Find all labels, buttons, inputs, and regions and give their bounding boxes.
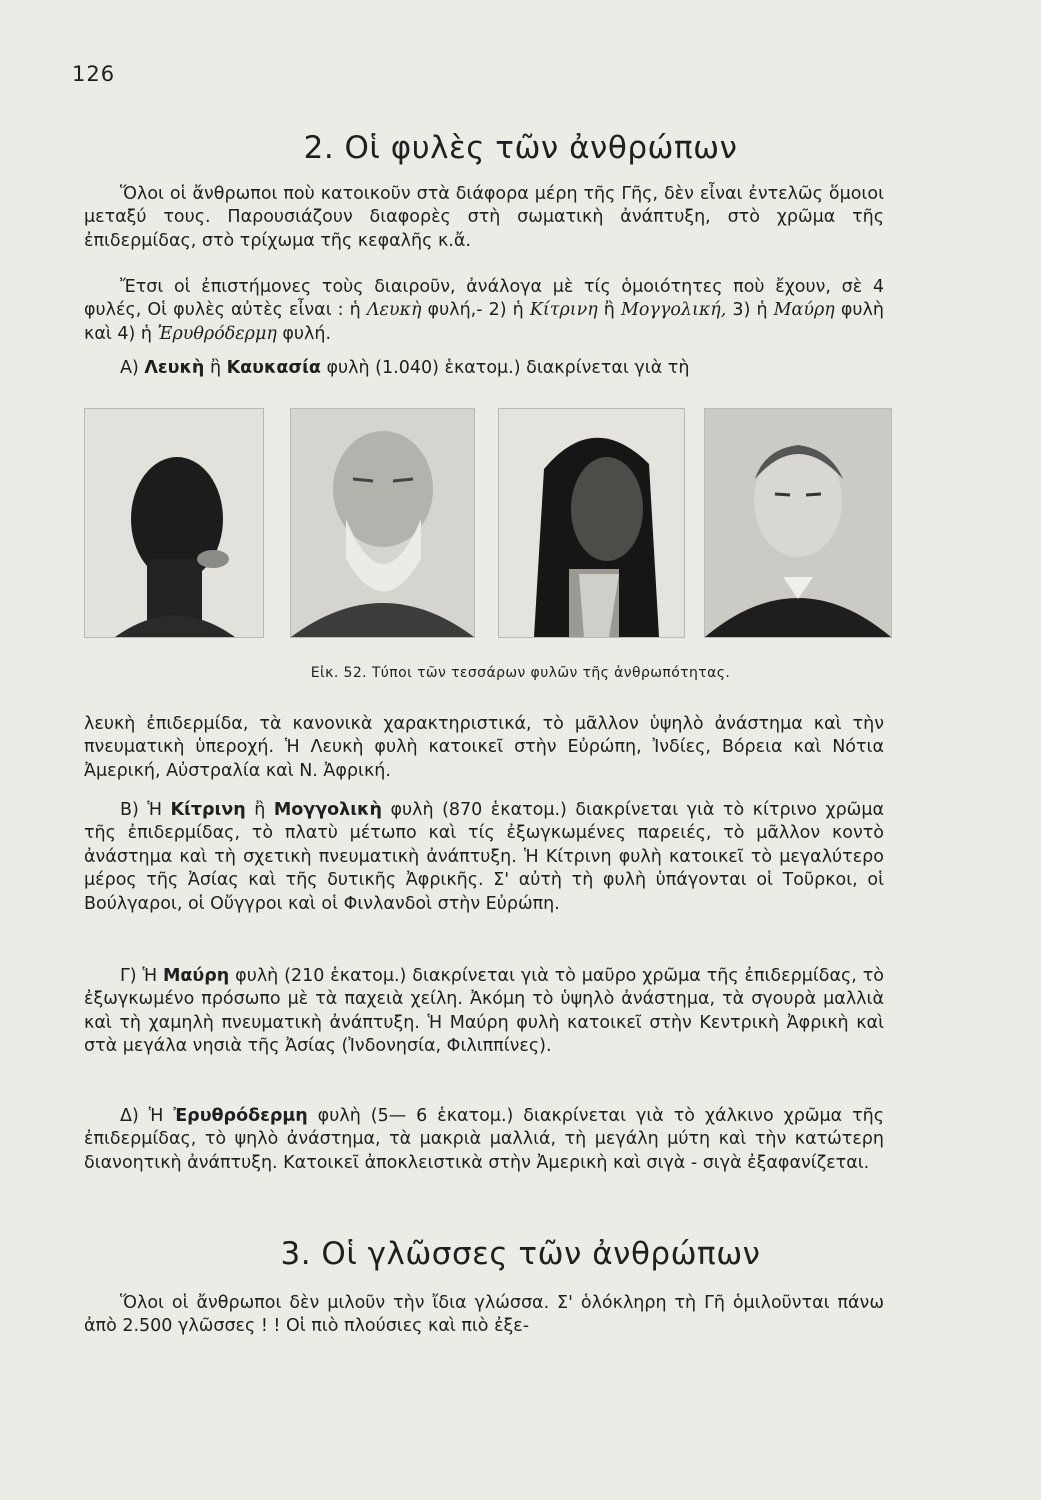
- text-segment: φυλή,- 2) ἡ: [421, 300, 530, 321]
- term-black: Μαύρη: [773, 300, 835, 321]
- text-segment: φυλὴ καὶ 4) ἡ: [84, 300, 884, 344]
- text-segment: Δ) Ἡ: [120, 1106, 174, 1126]
- text-segment: B) Ἡ: [120, 800, 171, 820]
- text-segment: 3) ἡ: [726, 300, 774, 321]
- text-segment: Ἔτσι οἱ ἐπιστήμονες τοὺς διαιροῦν, ἀνάλογα μὲ τίς ὁμοιότητες ποὺ ἔχουν, σὲ 4 φυλές, Οἱ φυλὲς αὐτὲς εἶναι : ἡ: [84, 277, 884, 321]
- paragraph-four-races: [84, 276, 884, 346]
- figure-photos: [84, 408, 892, 636]
- portrait-drawing: [85, 409, 263, 637]
- term-mongolian-bold: Μογγολικὴ: [273, 800, 382, 820]
- section-title-languages: 3. Οἱ γλῶσσες τῶν ἀνθρώπων: [280, 1236, 761, 1272]
- photo-asian-portrait: [290, 408, 475, 638]
- term-black-bold: Μαύρη: [163, 966, 230, 986]
- page-number: 126: [72, 62, 116, 86]
- text-segment: ἢ: [204, 358, 227, 378]
- text-segment: A): [120, 358, 145, 378]
- paragraph-white-race: λευκὴ ἐπιδερμίδα, τὰ κανονικὰ χαρακτηριστικά, τὸ μᾶλλον ὑψηλὸ ἀνάστημα καὶ τὴν πνευματικὴ ὑπεροχή. Ἡ Λευκὴ φυλὴ κατοικεῖ στὴν Εὐρώπη, Ἰνδίες, Βόρεια καὶ Νότια Ἀμερική, Αὐστραλία καὶ Ν. Ἀφρική.: [84, 714, 884, 781]
- term-mongolian: Μογγολική,: [620, 300, 727, 321]
- paragraph-intro: Ὅλοι οἱ ἄνθρωποι ποὺ κατοικοῦν στὰ διάφορα μέρη τῆς Γῆς, δὲν εἶναι ἐντελῶς ὅμοιοι μεταξύ τους. Παρουσιάζουν διαφορὲς στὴ σωματικὴ ἀνάπτυξη, στὸ χρῶμα τῆς ἐπιδερμίδας, στὸ τρίχωμα τῆς κεφαλῆς κ.ἄ.: [84, 184, 884, 251]
- section-title-races: 2. Οἱ φυλὲς τῶν ἀνθρώπων: [303, 130, 738, 166]
- text-segment: φυλὴ (870 ἑκατομ.) διακρίνεται γιὰ τὸ κίτρινο χρῶμα τῆς ἐπιδερμίδας, τὸ πλατὺ μέτωπο καὶ τίς ἐξωγκωμένες παρειές, τὸ μᾶλλον κοντὸ ἀνάστημα καὶ τὴ σχετικὴ πνευματικὴ ἀνάπτυξη. Ἡ Κίτρινη φυλὴ κατοικεῖ τὸ μεγαλύτερο μέρος τῆς Ἀσίας καὶ τῆς δυτικῆς Ἀφρικῆς. Σ' αὐτὴ τὴ φυλὴ ὑπάγονται οἱ Τοῦρκοι, οἱ Βούλγαροι, οἱ Οὔγγροι καὶ οἱ Φινλανδοὶ στὴν Εὐρώπη.: [84, 800, 885, 914]
- portrait-drawing: [499, 409, 684, 637]
- portrait-drawing: [291, 409, 474, 637]
- figure-caption: Εἰκ. 52. Τύποι τῶν τεσσάρων φυλῶν τῆς ἀνθρωπότητας.: [310, 665, 731, 681]
- term-red: Ἐρυθρόδερμη: [157, 323, 277, 344]
- term-yellow-bold: Κίτρινη: [170, 800, 246, 820]
- term-caucasian-bold: Καυκασία: [226, 358, 321, 378]
- term-red-bold: Ἐρυθρόδερμη: [173, 1106, 308, 1126]
- text-segment: Γ) Ἡ: [120, 966, 163, 986]
- term-yellow: Κίτρινη: [529, 300, 598, 321]
- paragraph-black-race: [84, 965, 884, 1059]
- text-segment: φυλὴ (210 ἑκατομ.) διακρίνεται γιὰ τὸ μαῦρο χρῶμα τῆς ἐπιδερμίδας, τὸ ἐξωγκωμένο πρόσωπο μὲ τὰ παχειὰ χείλη. Ἀκόμη τὸ ὑψηλὸ ἀνάστημα, τὰ σγουρὰ μαλλιὰ καὶ τὴ χαμηλὴ πνευματικὴ ἀνάπτυξη. Ἡ Μαύρη φυλὴ κατοικεῖ στὴν Κεντρικὴ Ἀφρικὴ καὶ στὰ μεγάλα νησιὰ τῆς Ἀσίας (Ἰνδονησία, Φιλιππίνες).: [84, 966, 884, 1057]
- paragraph-yellow-race: [84, 799, 884, 916]
- photo-african-portrait: [84, 408, 264, 638]
- text-segment: φυλή.: [276, 323, 332, 344]
- term-white: Λευκὴ: [366, 300, 422, 321]
- paragraph-red-race: [84, 1105, 884, 1175]
- portrait-drawing: [705, 409, 891, 637]
- photo-native-american-portrait: [498, 408, 685, 638]
- text-segment: φυλὴ (5— 6 ἑκατομ.) διακρίνεται γιὰ τὸ χάλκινο χρῶμα τῆς ἐπιδερμίδας, τὸ ψηλὸ ἀνάστημα, τὰ μακριὰ μαλλιά, τὴ μεγάλη μύτη καὶ τὴν κατώτερη διανοητικὴ ἀνάπτυξη. Κατοικεῖ ἀποκλειστικὰ στὴν Ἀμερικὴ καὶ σιγὰ - σιγὰ ἐξαφανίζεται.: [84, 1106, 884, 1173]
- term-white-bold: Λευκὴ: [144, 358, 205, 378]
- text-segment: ἢ: [245, 800, 274, 820]
- text-segment: ἢ: [597, 300, 621, 321]
- paragraph-white-race-start: [84, 357, 884, 380]
- paragraph-languages: Ὅλοι οἱ ἄνθρωποι δὲν μιλοῦν τὴν ἴδια γλώσσα. Σ' ὁλόκληρη τὴ Γῆ ὁμιλοῦνται πάνω ἀπὸ 2.500 γλῶσσες ! ! Οἱ πιὸ πλούσιες καὶ πιὸ ἐξε-: [84, 1293, 884, 1337]
- photo-european-portrait: [704, 408, 892, 638]
- text-segment: φυλὴ (1.040) ἑκατομ.) διακρίνεται γιὰ τὴ: [320, 358, 690, 378]
